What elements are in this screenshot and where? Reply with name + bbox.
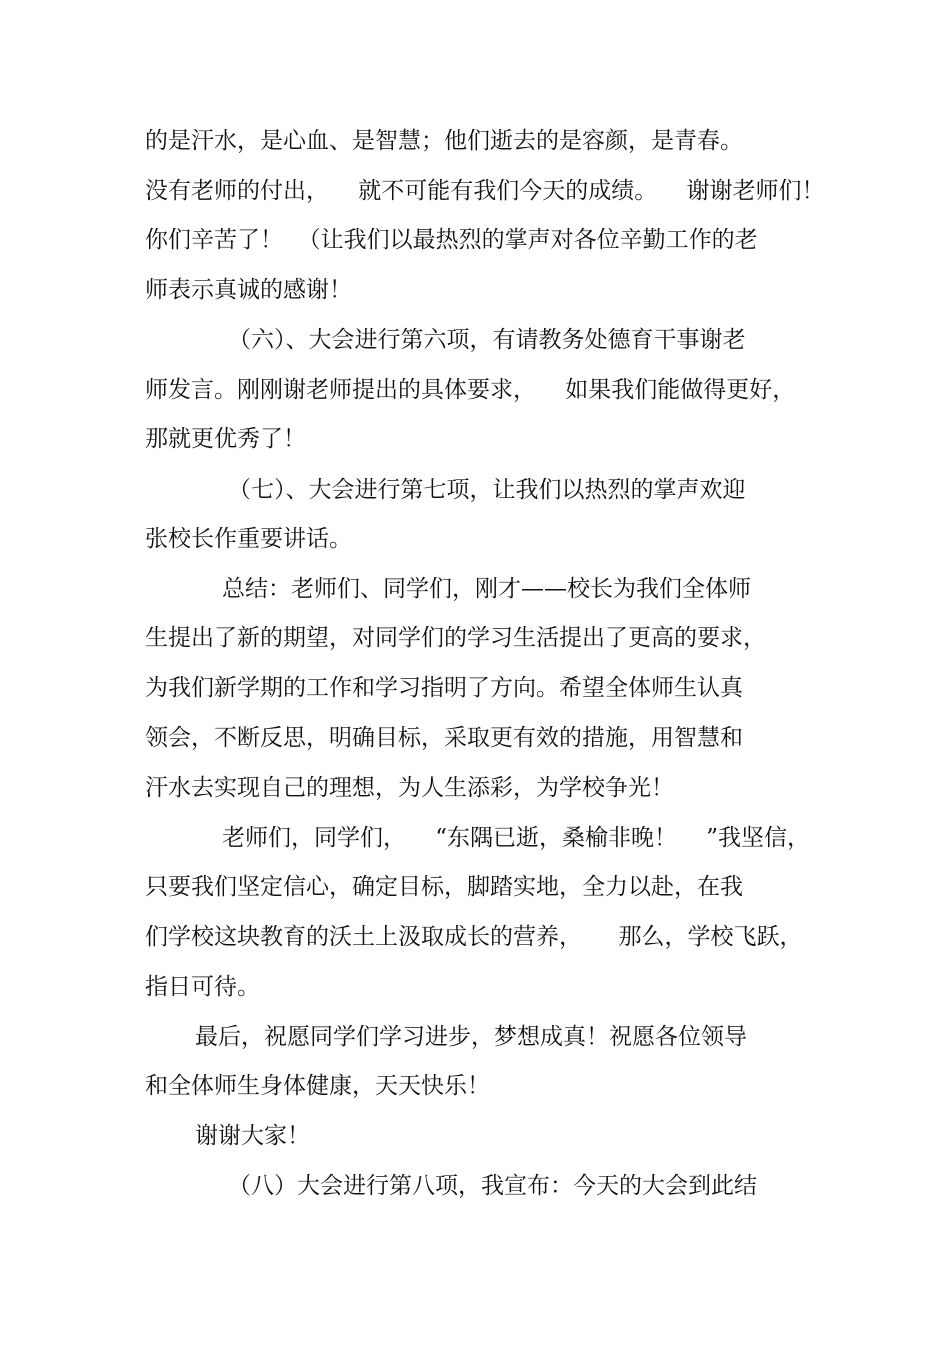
text-line: 最后，祝愿同学们学习进步，梦想成真！祝愿各位领导	[195, 1024, 747, 1050]
text-line: 汗水去实现自己的理想，为人生添彩，为学校争光！	[145, 775, 674, 801]
text-line: 你们辛苦了！ （让我们以最热烈的掌声对各位辛勤工作的老	[145, 227, 758, 253]
text-line: 们学校这块教育的沃土上汲取成长的营养， 那么，学校飞跃，	[145, 924, 803, 950]
text-line: 指日可待。	[145, 974, 260, 1000]
text-line: 为我们新学期的工作和学习指明了方向。希望全体师生认真	[145, 675, 743, 701]
text-line: 领会，不断反思，明确目标，采取更有效的措施，用智慧和	[145, 725, 743, 751]
text-line: 没有老师的付出， 就不可能有我们今天的成绩。 谢谢老师们！	[145, 178, 825, 204]
text-line: 的是汗水，是心血、是智慧；他们逝去的是容颜，是青春。	[145, 128, 743, 154]
text-line: （八）大会进行第八项，我宣布：今天的大会到此结	[228, 1173, 757, 1199]
text-line: （七）、大会进行第七项，让我们以热烈的掌声欢迎	[228, 477, 746, 503]
text-line: 谢谢大家！	[195, 1123, 310, 1149]
text-line: 张校长作重要讲话。	[145, 526, 352, 552]
text-line: 那就更优秀了！	[145, 426, 306, 452]
text-line: 师表示真诚的感谢！	[145, 277, 352, 303]
text-line: 总结：老师们、同学们，刚才——校长为我们全体师	[222, 576, 751, 602]
text-line: 和全体师生身体健康，天天快乐！	[145, 1073, 490, 1099]
text-line: 师发言。刚刚谢老师提出的具体要求， 如果我们能做得更好，	[145, 377, 796, 403]
text-line: 只要我们坚定信心，确定目标，脚踏实地，全力以赴，在我	[145, 874, 743, 900]
text-line: （六）、大会进行第六项，有请教务处德育干事谢老	[228, 327, 746, 353]
text-line: 生提出了新的期望，对同学们的学习生活提出了更高的要求，	[145, 625, 766, 651]
text-line: 老师们，同学们， “东隅已逝，桑榆非晚！ ”我坚信，	[222, 825, 811, 851]
